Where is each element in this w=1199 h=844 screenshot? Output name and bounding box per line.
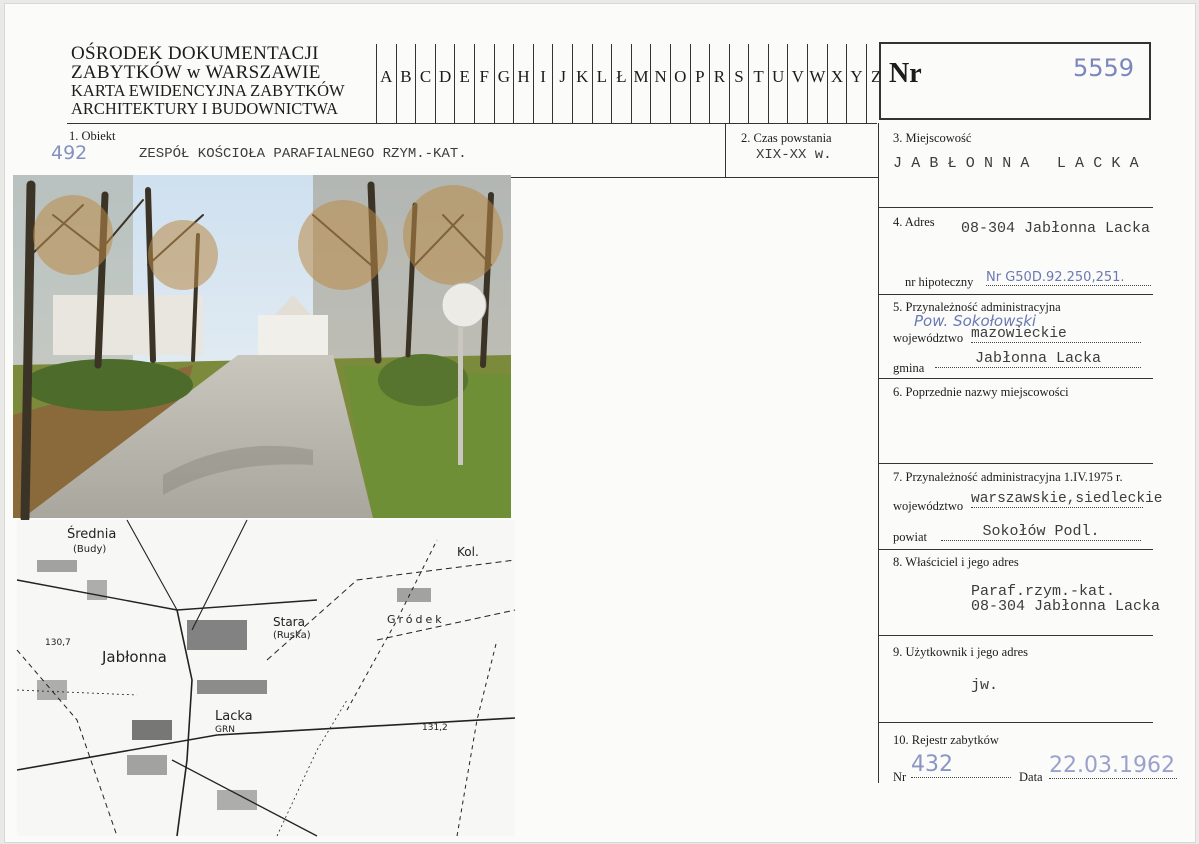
nr-box — [879, 42, 1151, 120]
org-line-1: OŚRODEK DOKUMENTACJI — [71, 43, 319, 64]
obiekt-handnote: 492 — [51, 142, 88, 164]
alphabet-cell: S — [729, 44, 749, 124]
alphabet-cell: C — [415, 44, 435, 124]
location-map — [17, 520, 515, 836]
alphabet-cell: Ł — [611, 44, 631, 124]
uzytkownik-label: 9. Użytkownik i jego adres — [893, 645, 1029, 659]
obiekt-label: 1. Obiekt — [69, 129, 116, 143]
wojewodztwo-value: mazowieckie — [971, 326, 1141, 343]
przynaleznosc-handnote: Pow. Sokołowski — [914, 312, 1037, 330]
alphabet-cell: F — [474, 44, 494, 124]
obiekt-value: ZESPÓŁ KOŚCIOŁA PARAFIALNEGO RZYM.-KAT. — [139, 146, 467, 162]
alphabet-cell: N — [650, 44, 670, 124]
hipoteczny-value: Nr G50D.92.250,251. — [986, 270, 1151, 286]
powiat-label: powiat — [893, 530, 928, 544]
church-photograph — [13, 175, 511, 518]
org-line-2: ZABYTKÓW w WARSZAWIE — [71, 62, 321, 83]
map-label-height-1307: 130,7 — [45, 638, 71, 648]
wlasciciel-line-1: Paraf.rzym.-kat. — [971, 583, 1116, 600]
alphabet-cell: H — [513, 44, 533, 124]
map-label-srednia: Średnia — [67, 527, 117, 542]
rejestr-label: 10. Rejestr zabytków — [893, 733, 999, 747]
alphabet-cell: Z — [866, 44, 886, 124]
adres-label: 4. Adres — [893, 215, 935, 229]
alphabet-cell: A — [376, 44, 396, 124]
gmina-label: gmina — [893, 361, 925, 375]
inventory-card — [4, 3, 1196, 843]
powiat-value: Sokołów Podl. — [941, 523, 1141, 541]
nr-value: 5559 — [1073, 54, 1135, 82]
uzytkownik-value: jw. — [971, 677, 999, 694]
alphabet-cell: L — [592, 44, 612, 124]
map-label-stara: Stara — [273, 615, 305, 629]
rejestr-data-label: Data — [1019, 770, 1043, 784]
przynaleznosc1975-label: 7. Przynależność administracyjna 1.IV.1975 r. — [893, 470, 1123, 484]
nr-label: Nr — [889, 58, 922, 89]
wojewodztwo-label: województwo — [893, 331, 964, 345]
alphabet-cell: B — [396, 44, 416, 124]
wlasciciel-label: 8. Właściciel i jego adres — [893, 555, 1019, 569]
hipoteczny-label: nr hipoteczny — [905, 275, 974, 289]
map-label-lacka: Lacka — [215, 709, 253, 724]
map-label-jablonna: Jabłonna — [102, 648, 167, 666]
alphabet-cell: G — [494, 44, 514, 124]
alphabet-cell: M — [631, 44, 651, 124]
alphabet-index — [376, 44, 885, 124]
poprzednie-label: 6. Poprzednie nazwy miejscowości — [893, 385, 1069, 399]
organization-header — [71, 44, 361, 118]
alphabet-cell: V — [787, 44, 807, 124]
map-label-grn: GRN — [215, 725, 235, 735]
alphabet-cell: J — [552, 44, 572, 124]
alphabet-cell: R — [709, 44, 729, 124]
rejestr-nr-label: Nr — [893, 770, 907, 784]
rejestr-nr-value: 432 — [911, 752, 1011, 778]
adres-value: 08-304 Jabłonna Lacka — [961, 220, 1151, 237]
map-label-ruska: (Ruska) — [273, 630, 311, 641]
org-line-4: ARCHITEKTURY I BUDOWNICTWA — [71, 99, 339, 118]
rejestr-data-value: 22.03.1962 — [1049, 753, 1177, 779]
czas-value: XIX-XX w. — [756, 147, 832, 163]
map-label-height-1312: 131,2 — [422, 723, 448, 733]
miejscowosc-value: JABŁONNA LACKA — [893, 155, 1148, 172]
wlasciciel-line-2: 08-304 Jabłonna Lacka — [971, 598, 1161, 615]
alphabet-cell: U — [768, 44, 788, 124]
org-line-3: KARTA EWIDENCYJNA ZABYTKÓW — [71, 81, 345, 100]
alphabet-cell: O — [670, 44, 690, 124]
map-label-budy: (Budy) — [73, 544, 107, 555]
map-label-grodek: Gródek — [387, 613, 445, 626]
wojewodztwo1975-label: województwo — [893, 499, 964, 513]
czas-label: 2. Czas powstania — [741, 131, 832, 145]
przynaleznosc-label: 5. Przynależność administracyjna — [893, 300, 1061, 314]
alphabet-cell: W — [807, 44, 827, 124]
miejscowosc-label: 3. Miejscowość — [893, 131, 972, 145]
alphabet-cell: E — [454, 44, 474, 124]
gmina-value: Jabłonna Lacka — [935, 350, 1141, 368]
alphabet-cell: Y — [846, 44, 866, 124]
alphabet-cell: X — [827, 44, 847, 124]
alphabet-cell: T — [748, 44, 768, 124]
alphabet-cell: K — [572, 44, 592, 124]
map-label-kol: Kol. — [457, 545, 479, 559]
wojewodztwo1975-value: warszawskie,siedleckie — [971, 491, 1163, 507]
alphabet-cell: D — [435, 44, 455, 124]
alphabet-cell: I — [533, 44, 553, 124]
alphabet-cell: P — [690, 44, 710, 124]
